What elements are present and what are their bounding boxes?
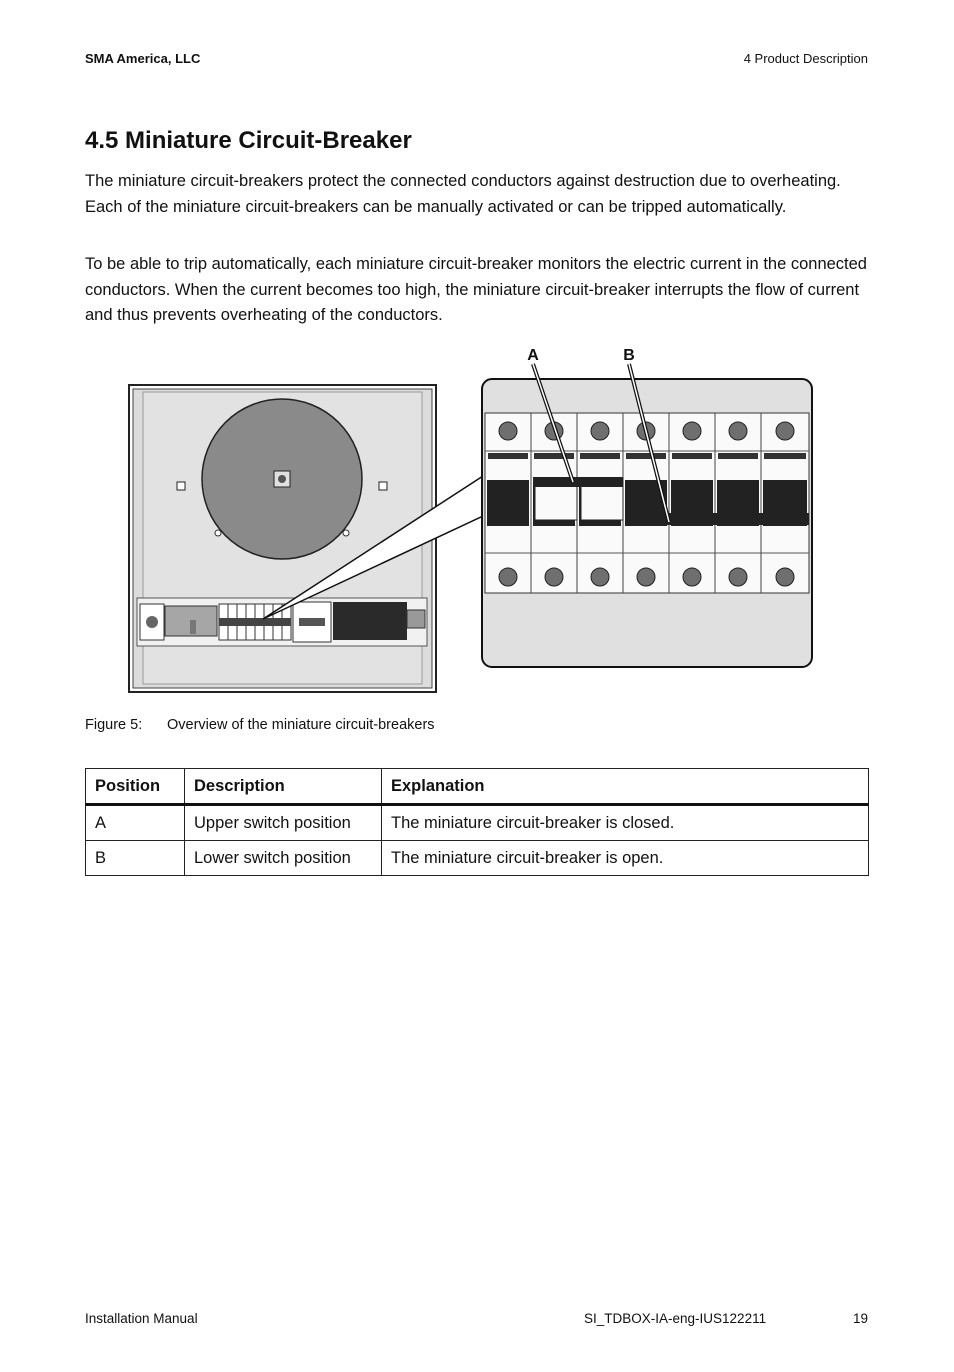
circuit-breaker-figure [85, 340, 815, 700]
page-number: 19 [852, 1311, 868, 1326]
paragraph-intro: The miniature circuit-breakers protect the connected conductors against destruction due to overheating. Each of the miniature circuit-breakers can be manually activated or can be tripped automatically. [85, 172, 841, 216]
header-chapter: 4 Product Description [743, 51, 868, 66]
cell-description: Lower switch position [185, 841, 382, 876]
cell-explanation: The miniature circuit-breaker is open. [382, 841, 869, 876]
figure-caption-text: Overview of the miniature circuit-breakers [167, 717, 435, 733]
header-explanation: Explanation [382, 769, 869, 805]
callout-a: A [527, 347, 539, 364]
figure-caption [85, 717, 435, 733]
cell-explanation: The miniature circuit-breaker is closed. [382, 805, 869, 841]
callout-b: B [623, 347, 635, 364]
header-description: Description [185, 769, 382, 805]
footer-doc-id: SI_TDBOX-IA-eng-IUS122211 [584, 1311, 767, 1326]
footer-document: Installation Manual [85, 1311, 198, 1326]
header-company: SMA America, LLC [85, 51, 201, 66]
paragraph-auto-trip: To be able to trip automatically, each miniature circuit-breaker monitors the electric current in the connected conductors. When the current becomes too high, the miniature circuit-breaker interrupts the flow of current and thus prevents overheating of the conductors. [85, 255, 867, 324]
table-header-row [86, 769, 869, 805]
cell-position: A [86, 805, 185, 841]
figure-caption-label: Figure 5: [85, 717, 143, 733]
header-position: Position [86, 769, 185, 805]
zoomed-breaker-panel [482, 379, 812, 667]
table-row [86, 841, 869, 876]
position-table [85, 768, 869, 876]
cell-position: B [86, 841, 185, 876]
table-row [86, 805, 869, 841]
section-title: 4.5 Miniature Circuit-Breaker [85, 127, 412, 154]
cell-description: Upper switch position [185, 805, 382, 841]
